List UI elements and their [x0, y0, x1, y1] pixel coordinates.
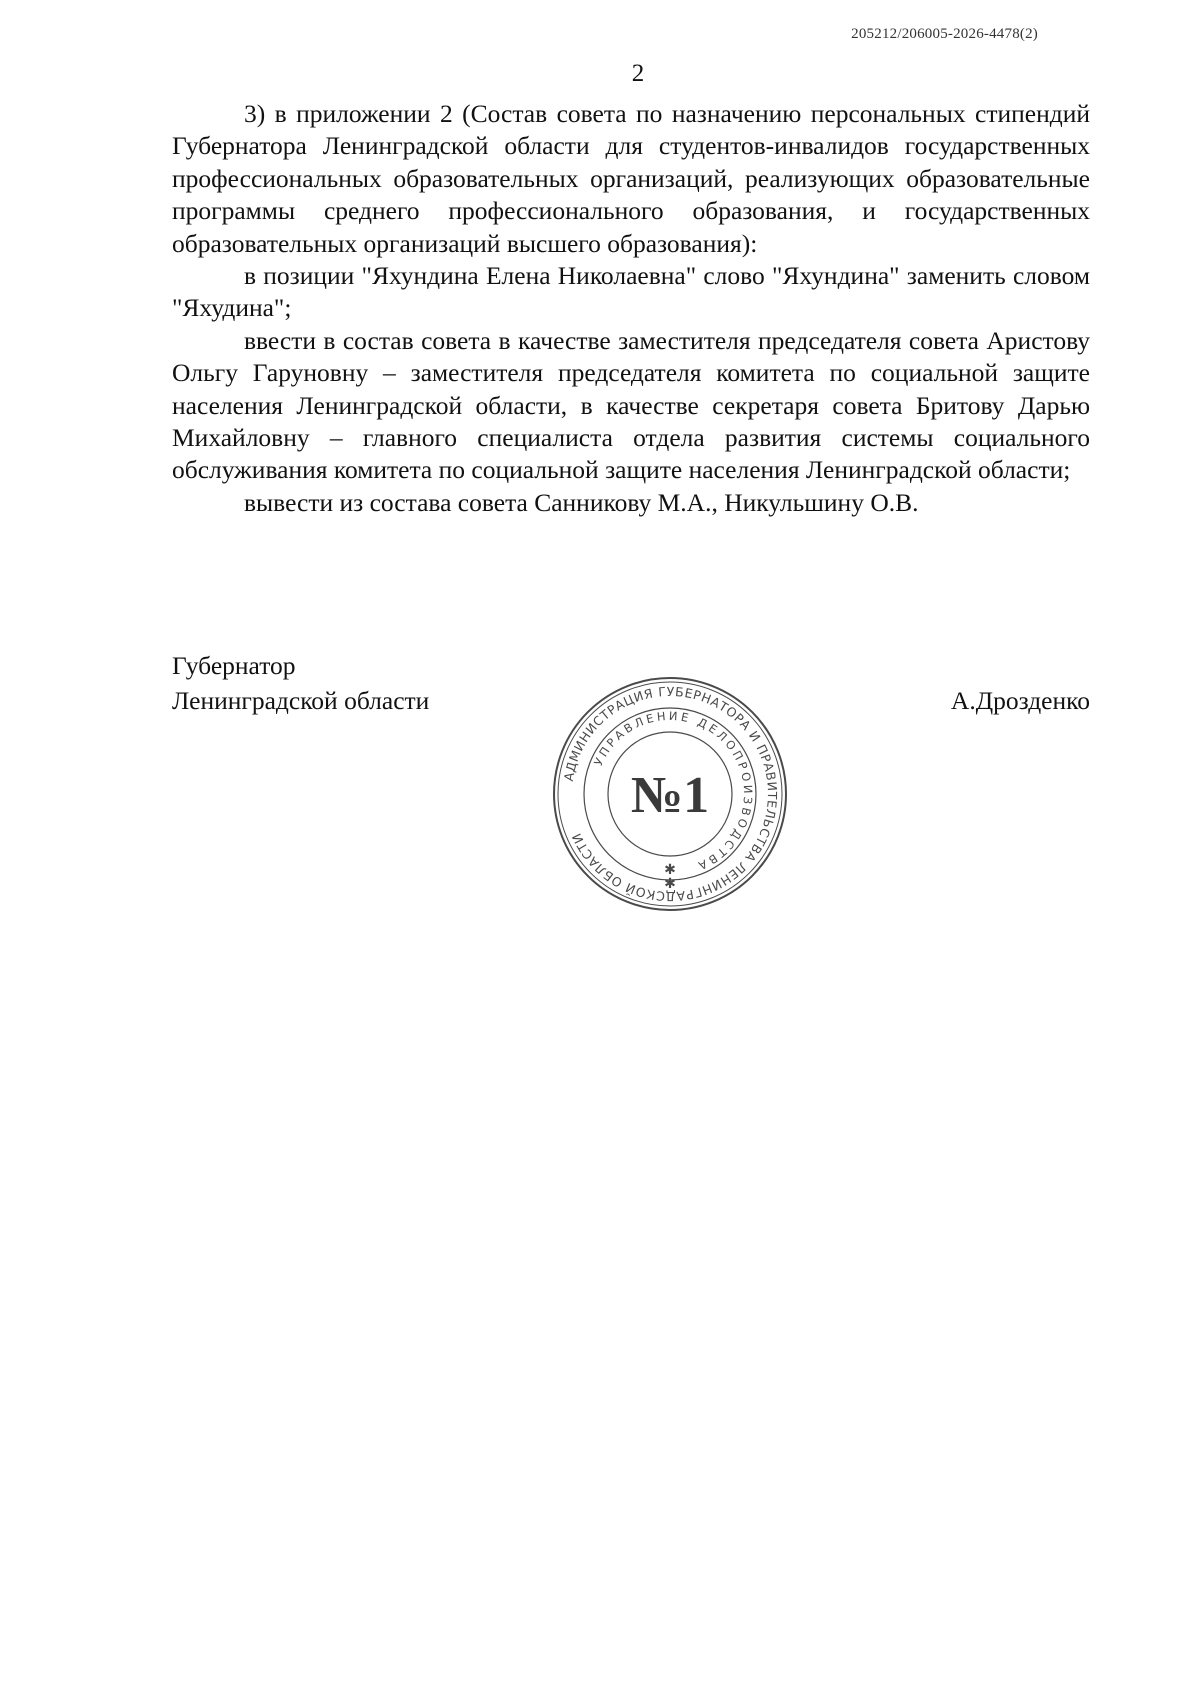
- stamp-inner-text: УПРАВЛЕНИЕ ДЕЛОПРОИЗВОДСТВА: [591, 708, 756, 874]
- paragraph-appendix-2: 3) в приложении 2 (Состав совета по назначению персональных стипендий Губернатора Ленинградской области для студентов-инвалидов государственных профессиональных образовательных организаций, реализующих образовательные программы среднего профессионального образования, и государственных образовательных организаций высшего образования):: [172, 99, 1090, 258]
- paragraph-add-members: ввести в состав совета в качестве заместителя председателя совета Аристову Ольгу Гаруновну – заместителя председателя комитета по социальной защите населения Ленинградской области, в качестве секретаря совета Бритову Дарью Михайловну – главного специалиста отдела развития системы социального обслуживания комитета по социальной защите населения Ленинградской области;: [172, 325, 1090, 485]
- svg-text:✱: ✱: [664, 862, 676, 878]
- signatory-position: [172, 648, 429, 718]
- stamp-outer-text: АДМИНИСТРАЦИЯ ГУБЕРНАТОРА И ПРАВИТЕЛЬСТВА ЛЕНИНГРАДСКОЙ ОБЛАСТИ: [560, 683, 781, 905]
- document-body: [172, 98, 1090, 519]
- official-stamp: [550, 674, 790, 914]
- page-number: 2: [631, 60, 645, 87]
- signatory-position-line2: Ленинградской области: [172, 686, 430, 715]
- paragraph-remove-members: вывести из состава совета Санникову М.А., Никульшину О.В.: [244, 487, 919, 517]
- svg-text:✱: ✱: [664, 876, 676, 892]
- stamp-center-number: №1: [630, 767, 710, 824]
- registration-number: 205212/206005-2026-4478(2): [851, 26, 1038, 42]
- stamp-seal-icon: [550, 674, 790, 914]
- signatory-name: А.Дрозденко: [950, 686, 1090, 715]
- signatory-position-line1: Губернатор: [172, 651, 296, 680]
- paragraph-name-correction: в позиции "Яхундина Елена Николаевна" слово "Яхундина" заменить словом "Яхудина";: [172, 261, 1090, 323]
